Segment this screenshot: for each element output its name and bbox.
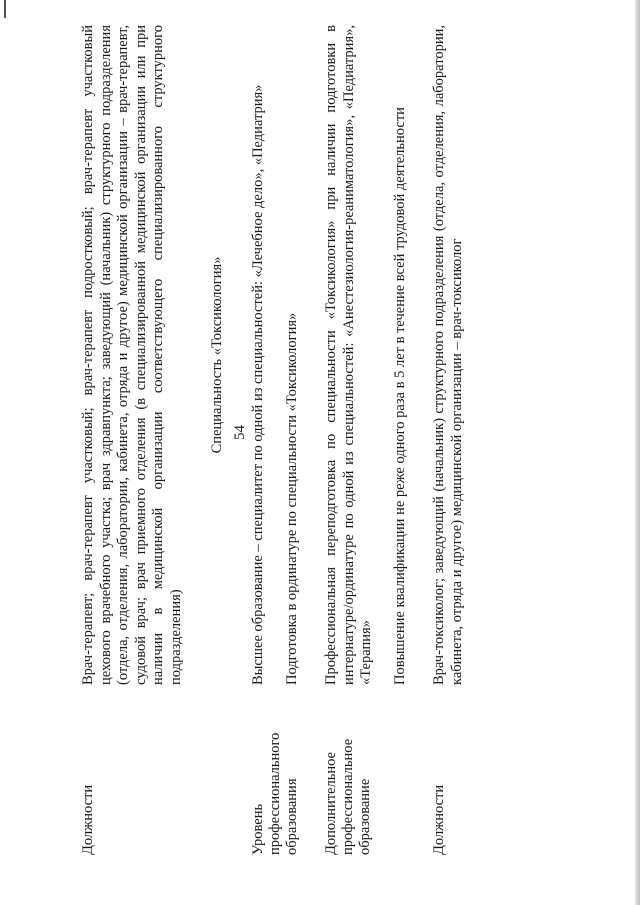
- row-label-positions: Должности: [431, 784, 447, 855]
- row-label-positions: Должности: [80, 784, 96, 855]
- rotated-table: [80, 25, 540, 855]
- specialty-heading: Специальность «Токсикология»: [209, 256, 225, 454]
- table-row: [323, 25, 409, 855]
- paragraph: Высшее образование – специалитет по одной из специальностей: «Лечебное дело», «Педиатрия»: [250, 84, 266, 685]
- row-content: [323, 25, 409, 685]
- scan-mark: [4, 0, 6, 18]
- paragraph: Врач-терапевт; врач-терапевт участковый; врач-терапевт подростковый; врач-терапевт участковый цехового врачебного участка; врач здравпункта; заведующий (начальник) структурного подразделения (отдела, отделения, лаборатории, кабинета, отряда и другое) медицинской организации – врач-терапевт, судовой врач; врач приемного отделения (в специализированной медицинской организации или при наличии в медицинской организации соответствующего специализированного структурного подразделения): [80, 25, 184, 685]
- scan-edge: [635, 0, 640, 905]
- row-content: [250, 25, 301, 685]
- paragraph: Повышение квалификации не реже одного раза в 5 лет в течение всей трудовой деятельности: [391, 107, 408, 685]
- paragraph: Подготовка в ординатуре по специальности «Токсикология»: [283, 312, 300, 685]
- table-row: [250, 25, 301, 855]
- paragraph: Врач-токсиколог; заведующий (начальник) структурного подразделения (отдела, отделения, лаборатории, кабинета, отряда и другое) медицинской организации – врач-токсиколог: [431, 25, 465, 685]
- row-content: [80, 25, 185, 685]
- row-label-additional-education: Дополнительное профессиональное образование: [323, 738, 373, 855]
- row-label-education-level: Уровень профессионального образования: [250, 732, 300, 855]
- paragraph: Профессиональная переподготовка по специальности «Токсикология» при наличии подготовки в интернатуре/ординатуре по одной из специальностей: «Анестезиология-реаниматология», «Педиатрия», «Терапия»: [323, 25, 374, 685]
- table-row: [80, 25, 185, 855]
- table-row: [431, 25, 466, 855]
- row-content: [431, 25, 466, 685]
- page-number: 54: [232, 425, 248, 440]
